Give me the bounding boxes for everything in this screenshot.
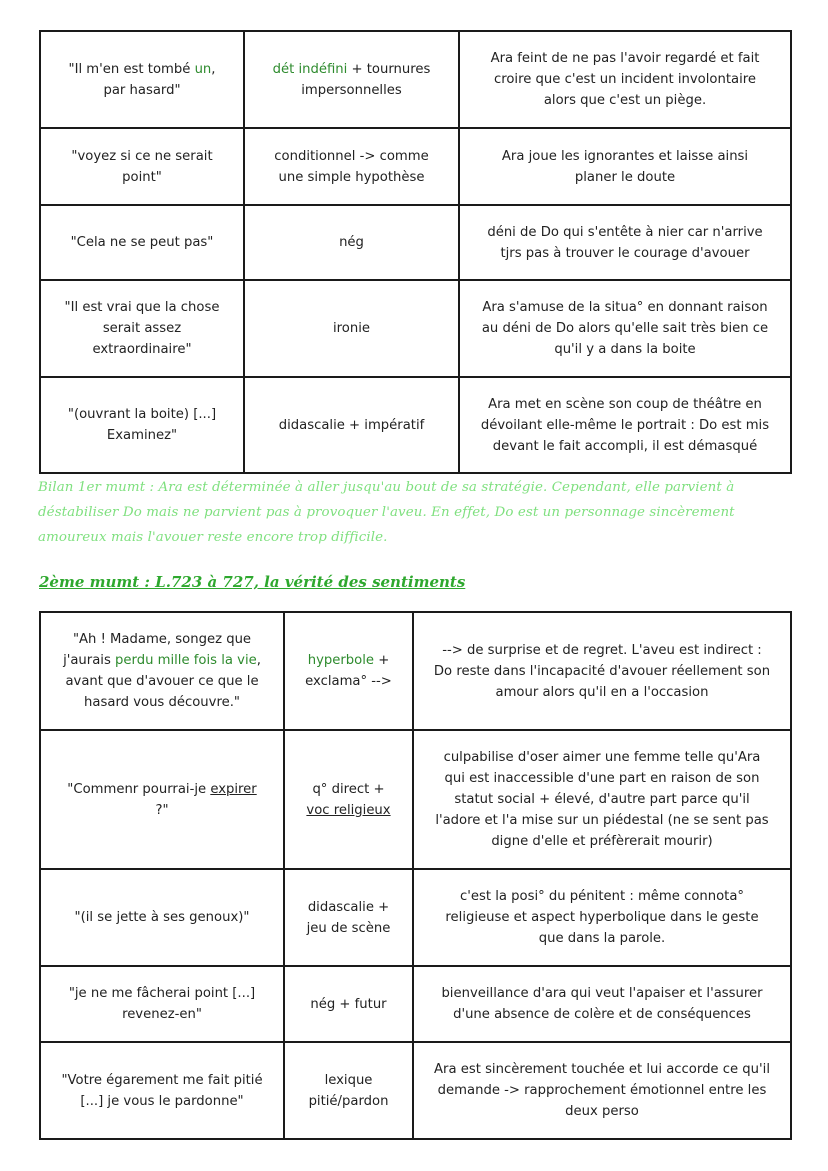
quote-text: "Ah ! Madame, songez que j'aurais bbox=[63, 632, 252, 668]
analysis-table-2 bbox=[39, 611, 792, 1140]
procede-cell bbox=[244, 31, 459, 128]
quote-cell: "(ouvrant la boite) [...] Examinez" bbox=[40, 377, 244, 473]
procede-cell: nég + futur bbox=[284, 966, 413, 1042]
effect-cell: culpabilise d'oser aimer une femme telle qu'Ara qui est inaccessible d'une part en raison de son statut social + élevé, d'autre part parce qu'il l'adore et l'a mise sur un piédestal (ne se sent pas digne d'elle et préfèrerait mourir) bbox=[413, 730, 791, 869]
quote-cell: "voyez si ce ne serait point" bbox=[40, 128, 244, 205]
quote-text: , par hasard" bbox=[103, 61, 216, 98]
procede-underlined: voc religieux bbox=[306, 802, 391, 818]
quote-underlined: expirer bbox=[210, 781, 257, 797]
effect-cell: déni de Do qui s'entête à nier car n'arrive tjrs pas à trouver le courage d'avouer bbox=[459, 205, 791, 280]
quote-highlight: un bbox=[194, 61, 212, 77]
effect-cell: Ara joue les ignorantes et laisse ainsi planer le doute bbox=[459, 128, 791, 205]
analysis-table-1 bbox=[39, 30, 792, 474]
quote-text: "Commenr pourrai-je bbox=[67, 781, 211, 797]
quote-text: , avant que d'avouer ce que le hasard vous découvre." bbox=[65, 653, 261, 710]
table-row bbox=[40, 205, 791, 280]
effect-cell: Ara est sincèrement touchée et lui accorde ce qu'il demande -> rapprochement émotionnel entre les deux perso bbox=[413, 1042, 791, 1139]
section-heading: 2ème mumt : L.723 à 727, la vérité des sentiments bbox=[39, 573, 466, 591]
quote-cell: "(il se jette à ses genoux)" bbox=[40, 869, 284, 966]
table-row bbox=[40, 730, 791, 869]
quote-text: "Il m'en est tombé bbox=[68, 61, 195, 77]
procede-text: + exclama° --> bbox=[305, 653, 392, 689]
bilan-summary: Bilan 1er mumt : Ara est déterminée à aller jusqu'au bout de sa stratégie. Cependant, elle parvient à déstabiliser Do mais ne parvient pas à provoquer l'aveu. En effet, Do est un personnage sincèrement amoureux mais l'avouer reste encore trop difficile. bbox=[38, 480, 735, 545]
procede-text: q° direct + bbox=[312, 781, 385, 797]
effect-cell: bienveillance d'ara qui veut l'apaiser et l'assurer d'une absence de colère et de conséquences bbox=[413, 966, 791, 1042]
quote-cell: "Il est vrai que la chose serait assez extraordinaire" bbox=[40, 280, 244, 377]
quote-cell: "Votre égarement me fait pitié [...] je vous le pardonne" bbox=[40, 1042, 284, 1139]
quote-cell bbox=[40, 612, 284, 730]
table-row bbox=[40, 966, 791, 1042]
procede-cell: conditionnel -> comme une simple hypothèse bbox=[244, 128, 459, 205]
procede-highlight: dét indéfini bbox=[272, 61, 348, 77]
quote-cell: "je ne me fâcherai point [...] revenez-en" bbox=[40, 966, 284, 1042]
procede-cell: didascalie + jeu de scène bbox=[284, 869, 413, 966]
quote-cell: "Cela ne se peut pas" bbox=[40, 205, 244, 280]
table-row bbox=[40, 31, 791, 128]
table-row bbox=[40, 128, 791, 205]
procede-cell bbox=[284, 612, 413, 730]
effect-cell: Ara feint de ne pas l'avoir regardé et fait croire que c'est un incident involontaire alors que c'est un piège. bbox=[459, 31, 791, 128]
procede-cell: nég bbox=[244, 205, 459, 280]
effect-cell: Ara s'amuse de la situa° en donnant raison au déni de Do alors qu'elle sait très bien ce qu'il y a dans la boite bbox=[459, 280, 791, 377]
procede-text: + tournures impersonnelles bbox=[301, 61, 431, 98]
effect-cell: Ara met en scène son coup de théâtre en dévoilant elle-même le portrait : Do est mis devant le fait accompli, il est démasqué bbox=[459, 377, 791, 473]
procede-cell: lexique pitié/pardon bbox=[284, 1042, 413, 1139]
procede-highlight: hyperbole bbox=[307, 653, 375, 668]
procede-cell bbox=[284, 730, 413, 869]
table-row bbox=[40, 280, 791, 377]
table-row bbox=[40, 1042, 791, 1139]
quote-cell bbox=[40, 730, 284, 869]
table-row bbox=[40, 869, 791, 966]
effect-cell: c'est la posi° du pénitent : même connota° religieuse et aspect hyperbolique dans le geste que dans la parole. bbox=[413, 869, 791, 966]
procede-cell: didascalie + impératif bbox=[244, 377, 459, 473]
table-row bbox=[40, 377, 791, 473]
quote-highlight: perdu mille fois la vie bbox=[115, 653, 257, 668]
quote-cell bbox=[40, 31, 244, 128]
effect-cell: --> de surprise et de regret. L'aveu est indirect : Do reste dans l'incapacité d'avouer réellement son amour alors qu'il en a l'occasion bbox=[413, 612, 791, 730]
procede-cell: ironie bbox=[244, 280, 459, 377]
quote-text: ?" bbox=[155, 802, 169, 818]
table-row bbox=[40, 612, 791, 730]
